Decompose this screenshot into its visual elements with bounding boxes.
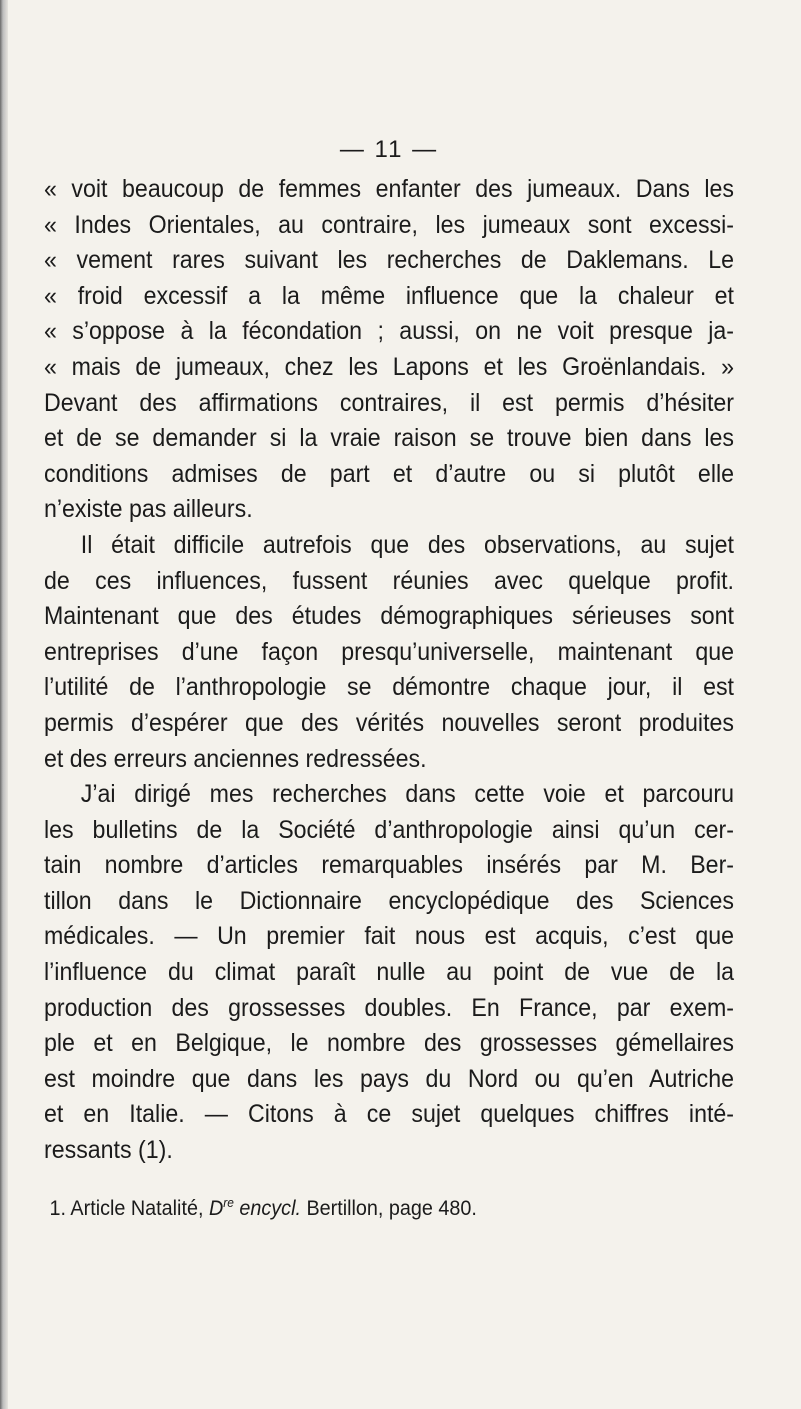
text-line: « voit beaucoup de femmes enfanter des jumeaux. Dans les xyxy=(44,175,734,203)
text-line: l’utilité de l’anthropologie se démontre chaque jour, il est xyxy=(44,673,734,702)
footnote-abbr-sup: re xyxy=(223,1194,234,1210)
text-line: « vement rares suivant les recherches de Daklemans. Le xyxy=(44,246,734,275)
footnote-text: Article Natalité, xyxy=(70,1195,204,1220)
paragraph-observations xyxy=(44,528,734,777)
text-line: Devant des affirmations contraires, il est permis d’hésiter xyxy=(44,388,734,417)
text-line: de ces influences, fussent réunies avec quelque profit. xyxy=(44,566,734,595)
text-line: entreprises d’une façon presqu’universelle, maintenant que xyxy=(44,637,734,666)
footnote-italic: encycl. xyxy=(239,1195,301,1220)
footnote xyxy=(44,1195,740,1221)
page-binding-edge xyxy=(0,0,8,1409)
text-line: tillon dans le Dictionnaire encyclopédique des Sciences xyxy=(44,886,734,915)
text-line: production des grossesses doubles. En France, par exem- xyxy=(44,993,734,1022)
text-line: conditions admises de part et d’autre ou si plutôt elle xyxy=(44,459,734,488)
text-line: est moindre que dans les pays du Nord ou qu’en Autriche xyxy=(44,1064,734,1093)
page-number: — 11 — xyxy=(339,136,439,163)
text-line: « Indes Orientales, au contraire, les jumeaux sont excessi- xyxy=(44,210,734,239)
text-line: ressants (1). xyxy=(44,1136,173,1165)
text-line: « froid excessif a la même influence que la chaleur et xyxy=(44,281,734,310)
paragraph-research xyxy=(44,777,734,1169)
text-line: n’existe pas ailleurs. xyxy=(44,495,253,524)
book-page xyxy=(44,136,734,1221)
text-line: permis d’espérer que des vérités nouvelles seront produites xyxy=(44,708,734,737)
text-line: « mais de jumeaux, chez les Lapons et les Groënlandais. » xyxy=(44,352,734,381)
text-line: et en Italie. — Citons à ce sujet quelques chiffres inté- xyxy=(44,1100,734,1129)
footnote-number: 1. xyxy=(49,1195,67,1220)
text-line: l’influence du climat paraît nulle au point de vue de la xyxy=(44,958,734,987)
footnote-source: Bertillon, page 480. xyxy=(306,1195,477,1220)
text-line: ple et en Belgique, le nombre des grossesses gémellaires xyxy=(44,1029,734,1058)
footnote-abbr: D xyxy=(208,1195,224,1220)
text-line: Maintenant que des études démographiques sérieuses sont xyxy=(44,602,734,631)
text-line: tain nombre d’articles remarquables insérés par M. Ber- xyxy=(44,851,734,880)
text-line: les bulletins de la Société d’anthropologie ainsi qu’un cer- xyxy=(44,815,734,844)
text-line: médicales. — Un premier fait nous est acquis, c’est que xyxy=(44,922,734,951)
text-line: « s’oppose à la fécondation ; aussi, on ne voit presque ja- xyxy=(44,317,734,346)
paragraph-quote xyxy=(44,172,734,528)
text-line: J’ai dirigé mes recherches dans cette voie et parcouru xyxy=(80,780,735,809)
body-text xyxy=(44,172,734,1169)
text-line: et des erreurs anciennes redressées. xyxy=(44,744,427,773)
text-line: et de se demander si la vraie raison se trouve bien dans les xyxy=(44,424,734,453)
text-line: Il était difficile autrefois que des observations, au sujet xyxy=(80,530,735,559)
